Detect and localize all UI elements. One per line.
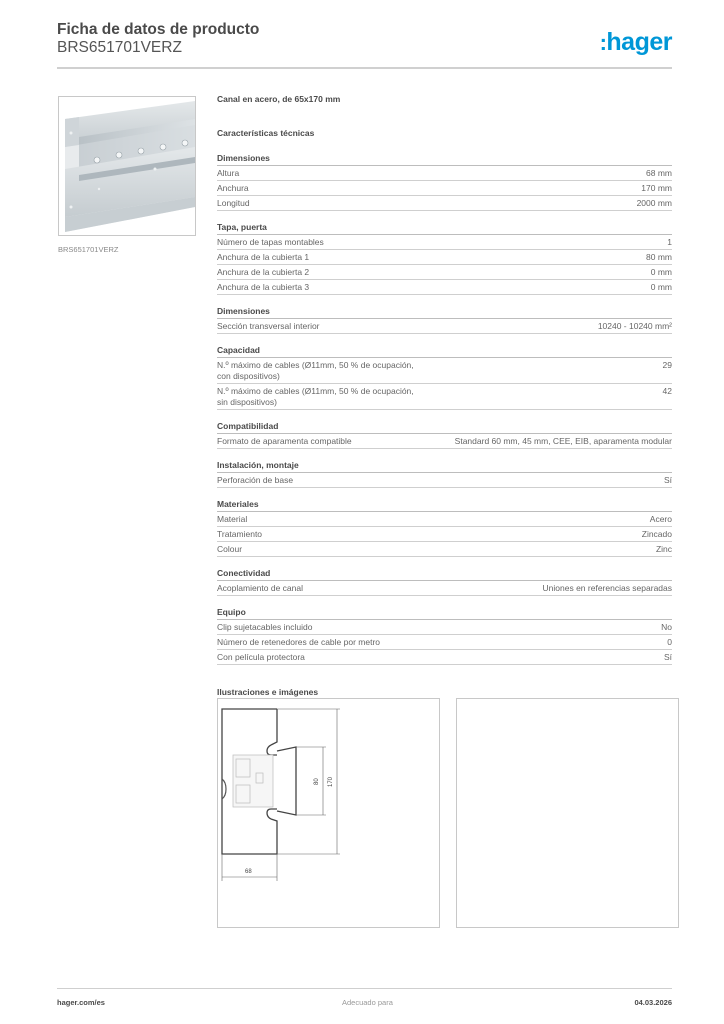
- product-image: [58, 96, 196, 236]
- spec-row: Con película protectora Sí: [217, 650, 672, 665]
- footer-divider: [57, 988, 672, 989]
- section-title: Conectividad: [217, 567, 672, 581]
- section-title: Compatibilidad: [217, 420, 672, 434]
- spec-row: Material Acero: [217, 512, 672, 527]
- technical-characteristics-title: Características técnicas: [217, 128, 315, 138]
- spec-row: Número de tapas montables 1: [217, 235, 672, 250]
- spec-row: Anchura 170 mm: [217, 181, 672, 196]
- image-placeholder: [456, 698, 679, 928]
- section-capacidad: [217, 344, 672, 410]
- spec-row: N.º máximo de cables (Ø11mm, 50 % de ocupación, con dispositivos) 29: [217, 358, 672, 384]
- spec-row: Tratamiento Zincado: [217, 527, 672, 542]
- technical-drawing: [217, 698, 440, 928]
- image-caption: BRS651701VERZ: [58, 245, 119, 254]
- document-date: 04.03.2026: [634, 998, 672, 1007]
- section-title: Tapa, puerta: [217, 221, 672, 235]
- cross-section-drawing-icon: [218, 699, 439, 927]
- illustrations-title: Ilustraciones e imágenes: [217, 687, 319, 697]
- page-footer: [57, 998, 672, 1007]
- product-code: BRS651701VERZ: [57, 39, 182, 56]
- section-title: Instalación, montaje: [217, 459, 672, 473]
- document-title: Ficha de datos de producto: [57, 21, 260, 38]
- header-divider: [57, 67, 672, 69]
- section-compatibilidad: [217, 420, 672, 449]
- product-specs: [217, 94, 672, 697]
- spec-row: Acoplamiento de canal Uniones en referencias separadas: [217, 581, 672, 596]
- section-title: Materiales: [217, 498, 672, 512]
- section-title: Equipo: [217, 606, 672, 620]
- hager-logo[interactable]: :hager: [599, 28, 672, 56]
- section-dimensiones-2: [217, 305, 672, 334]
- spec-row: Anchura de la cubierta 2 0 mm: [217, 265, 672, 280]
- spec-row: Clip sujetacables incluido No: [217, 620, 672, 635]
- spec-row: Número de retenedores de cable por metro 0: [217, 635, 672, 650]
- svg-text:68: 68: [245, 869, 252, 875]
- section-instalacion-montaje: [217, 459, 672, 488]
- section-title: Dimensiones: [217, 305, 672, 319]
- spec-row: Anchura de la cubierta 1 80 mm: [217, 250, 672, 265]
- section-title: Dimensiones: [217, 152, 672, 166]
- sections-container: [217, 152, 672, 665]
- steel-trunking-icon: [59, 97, 195, 235]
- suitable-for-label: Adecuado para: [342, 998, 393, 1007]
- page-header: [57, 20, 672, 57]
- product-description: Canal en acero, de 65x170 mm: [217, 94, 341, 104]
- section-tapa-puerta: [217, 221, 672, 295]
- section-equipo: [217, 606, 672, 665]
- spec-row: Anchura de la cubierta 3 0 mm: [217, 280, 672, 295]
- svg-text:80: 80: [314, 778, 320, 785]
- spec-row: Longitud 2000 mm: [217, 196, 672, 211]
- section-conectividad: [217, 567, 672, 596]
- spec-row: Colour Zinc: [217, 542, 672, 557]
- section-title: Capacidad: [217, 344, 672, 358]
- logo-colon-icon: :: [599, 30, 607, 55]
- spec-row: Altura 68 mm: [217, 166, 672, 181]
- svg-text:170: 170: [328, 776, 334, 787]
- spec-row: N.º máximo de cables (Ø11mm, 50 % de ocupación, sin dispositivos) 42: [217, 384, 672, 410]
- website-link[interactable]: hager.com/es: [57, 998, 105, 1007]
- section-dimensiones: [217, 152, 672, 211]
- section-materiales: [217, 498, 672, 557]
- spec-row: Sección transversal interior 10240 - 10240 mm²: [217, 319, 672, 334]
- spec-row: Perforación de base Sí: [217, 473, 672, 488]
- spec-row: Formato de aparamenta compatible Standard 60 mm, 45 mm, CEE, EIB, aparamenta modular: [217, 434, 672, 449]
